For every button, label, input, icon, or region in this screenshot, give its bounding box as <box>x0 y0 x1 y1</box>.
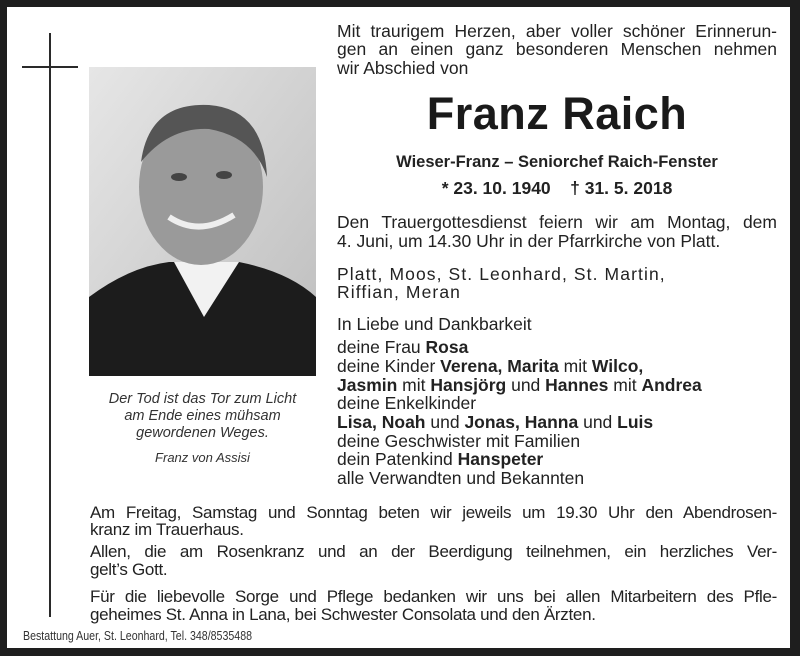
life-dates <box>337 179 777 198</box>
subtitle: Wieser-Franz – Seniorchef Raich-Fenster <box>396 153 718 171</box>
cross-icon-bar <box>22 66 78 68</box>
quote-line: am Ende eines mühsam <box>124 408 281 424</box>
quote-line: gewordenen Weges. <box>136 425 269 441</box>
name: Hansjörg <box>430 375 507 395</box>
text: und <box>425 412 465 432</box>
name: Hanspeter <box>457 449 544 469</box>
family-line <box>337 338 777 357</box>
service-line: Den Trauergottesdienst feiern wir am Montag, dem <box>337 212 777 232</box>
bottom-line: kranz im Trauerhaus. <box>90 520 244 539</box>
name: Hannes <box>545 375 609 395</box>
family-intro: In Liebe und Dankbarkeit <box>337 314 532 334</box>
text: dein Patenkind <box>337 449 458 469</box>
family-line <box>337 413 777 432</box>
text: und <box>578 412 618 432</box>
intro-line: Mit traurigem Herzen, aber voller schöner Erinnerun- <box>337 21 777 41</box>
quote-author: Franz von Assisi <box>155 450 250 465</box>
name: Luis <box>617 412 654 432</box>
service-line: 4. Juni, um 14.30 Uhr in der Pfarrkirche von Platt. <box>337 231 721 251</box>
name: Verena, Marita <box>440 356 559 376</box>
bottom-line: Allen, die am Rosenkranz und an der Beerdigung teilnehmen, ein herzliches Ver- <box>90 542 777 561</box>
name: Wilco, <box>591 356 644 376</box>
text: und <box>506 375 546 395</box>
text: mit <box>397 375 431 395</box>
bottom-line: geheimes St. Anna in Lana, bei Schwester Consolata und den Ärzten. <box>90 605 596 624</box>
places-line: Platt, Moos, St. Leonhard, St. Martin, <box>337 264 666 284</box>
funeral-home-footer: Bestattung Auer, St. Leonhard, Tel. 348/8535488 <box>23 629 253 643</box>
obituary-notice <box>7 7 790 648</box>
text: mit <box>558 356 592 376</box>
intro-line: wir Abschied von <box>337 58 469 78</box>
bottom-line: Am Freitag, Samstag und Sonntag beten wir jeweils um 19.30 Uhr den Abendrosen- <box>90 503 777 522</box>
deceased-name: Franz Raich <box>426 88 688 139</box>
places-line: Riffian, Meran <box>337 282 462 302</box>
name: Lisa, Noah <box>337 412 426 432</box>
death-date: † 31. 5. 2018 <box>570 178 673 198</box>
bottom-line: Für die liebevolle Sorge und Pflege bedanken wir uns bei allen Mitarbeitern des Pfle- <box>90 587 777 606</box>
cross-icon <box>49 33 51 617</box>
name: Jonas, Hanna <box>464 412 579 432</box>
text: deine Frau <box>337 337 426 357</box>
family-line <box>337 357 777 376</box>
family-line: deine Enkelkinder <box>337 393 477 413</box>
family-line: alle Verwandten und Bekannten <box>337 468 585 488</box>
name: Jasmin <box>337 375 398 395</box>
portrait-photo <box>89 67 316 376</box>
family-line <box>337 450 777 469</box>
birth-date: * 23. 10. 1940 <box>441 178 551 198</box>
intro-line: gen an einen ganz besonderen Menschen nehmen <box>337 39 777 59</box>
bottom-line: gelt’s Gott. <box>90 560 168 579</box>
text: mit <box>608 375 642 395</box>
text: deine Kinder <box>337 356 441 376</box>
quote-line: Der Tod ist das Tor zum Licht <box>108 391 297 407</box>
name: Andrea <box>641 375 702 395</box>
family-line: deine Geschwister mit Familien <box>337 431 581 451</box>
name: Rosa <box>425 337 469 357</box>
